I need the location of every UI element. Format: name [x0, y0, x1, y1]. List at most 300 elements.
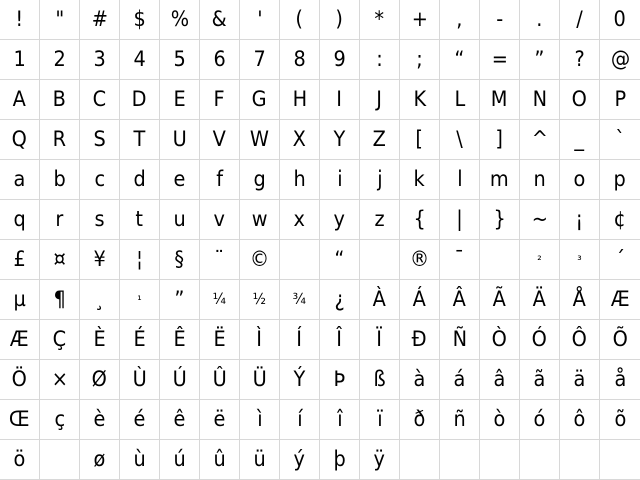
glyph-cell[interactable]: [160, 320, 200, 360]
glyph-cell[interactable]: [240, 160, 280, 200]
glyph-cell[interactable]: [0, 280, 40, 320]
glyph-cell[interactable]: [240, 200, 280, 240]
glyph-cell[interactable]: [320, 80, 360, 120]
glyph-cell[interactable]: [440, 400, 480, 440]
glyph-char: U: [172, 127, 187, 151]
glyph-cell[interactable]: [440, 440, 480, 480]
glyph-cell[interactable]: [360, 400, 400, 440]
glyph-char: ó: [533, 407, 546, 431]
glyph-char: W: [249, 127, 270, 151]
glyph-char: ¾: [292, 290, 307, 308]
glyph-cell[interactable]: [240, 80, 280, 120]
glyph-cell[interactable]: [480, 0, 520, 40]
glyph-char: ¹: [137, 292, 142, 307]
glyph-char: ð: [413, 407, 426, 431]
glyph-cell[interactable]: [440, 200, 480, 240]
glyph-cell[interactable]: [0, 240, 40, 280]
glyph-char: Å: [572, 287, 587, 311]
glyph-cell[interactable]: [280, 120, 320, 160]
glyph-cell[interactable]: [600, 400, 640, 440]
glyph-char: B: [52, 87, 67, 111]
glyph-char: n: [533, 167, 546, 191]
glyph-cell[interactable]: [80, 80, 120, 120]
glyph-char: :: [376, 47, 383, 71]
glyph-char: Ñ: [452, 327, 467, 351]
glyph-cell[interactable]: [240, 120, 280, 160]
glyph-char: {: [413, 207, 426, 231]
glyph-char: ®: [409, 247, 430, 271]
glyph-cell[interactable]: [120, 0, 160, 40]
glyph-cell[interactable]: [160, 40, 200, 80]
glyph-char: Â: [452, 287, 467, 311]
glyph-cell[interactable]: [600, 0, 640, 40]
glyph-cell[interactable]: [400, 440, 440, 480]
glyph-char: |: [456, 207, 463, 231]
glyph-cell[interactable]: [240, 240, 280, 280]
glyph-char: l: [456, 167, 463, 191]
glyph-cell[interactable]: [280, 160, 320, 200]
glyph-cell[interactable]: [0, 200, 40, 240]
glyph-cell[interactable]: [400, 400, 440, 440]
glyph-char: Ã: [492, 287, 507, 311]
glyph-cell[interactable]: [480, 240, 520, 280]
glyph-cell[interactable]: [200, 0, 240, 40]
glyph-cell[interactable]: [160, 80, 200, 120]
glyph-char: ã: [533, 367, 546, 391]
glyph-char: ï: [376, 407, 383, 431]
glyph-cell[interactable]: [400, 160, 440, 200]
glyph-char: ¶: [53, 287, 66, 311]
glyph-cell[interactable]: [600, 200, 640, 240]
glyph-char: Ü: [252, 367, 267, 391]
glyph-cell[interactable]: [320, 280, 360, 320]
glyph-cell[interactable]: [440, 0, 480, 40]
glyph-cell[interactable]: [200, 280, 240, 320]
glyph-char: ': [256, 7, 263, 31]
glyph-cell[interactable]: [480, 320, 520, 360]
glyph-char: ø: [93, 447, 106, 471]
glyph-cell[interactable]: [360, 440, 400, 480]
glyph-char: ”: [534, 47, 545, 71]
glyph-cell[interactable]: [400, 120, 440, 160]
glyph-char: ”: [174, 287, 185, 311]
glyph-cell[interactable]: [240, 320, 280, 360]
glyph-cell[interactable]: [600, 240, 640, 280]
glyph-char: à: [413, 367, 426, 391]
glyph-cell[interactable]: [120, 400, 160, 440]
glyph-char: Ä: [532, 287, 547, 311]
glyph-cell[interactable]: [400, 320, 440, 360]
glyph-cell[interactable]: [480, 80, 520, 120]
glyph-char: I: [336, 87, 343, 111]
glyph-char: P: [614, 87, 626, 111]
glyph-cell[interactable]: [0, 440, 40, 480]
glyph-cell[interactable]: [80, 360, 120, 400]
glyph-cell[interactable]: [200, 160, 240, 200]
glyph-char: r: [55, 207, 64, 231]
glyph-char: c: [94, 167, 105, 191]
glyph-cell[interactable]: [560, 40, 600, 80]
glyph-char: Ð: [412, 327, 427, 351]
glyph-char: x: [293, 207, 306, 231]
glyph-char: Ç: [52, 327, 67, 351]
glyph-cell[interactable]: [560, 0, 600, 40]
glyph-cell[interactable]: [40, 400, 80, 440]
glyph-cell[interactable]: [160, 400, 200, 440]
glyph-cell[interactable]: [160, 280, 200, 320]
glyph-cell[interactable]: [200, 360, 240, 400]
glyph-cell[interactable]: [160, 0, 200, 40]
glyph-cell[interactable]: [0, 80, 40, 120]
glyph-char: Ò: [491, 327, 508, 351]
glyph-cell[interactable]: [240, 0, 280, 40]
glyph-cell[interactable]: [360, 200, 400, 240]
glyph-char: ¤: [53, 247, 66, 271]
glyph-cell[interactable]: [560, 280, 600, 320]
glyph-cell[interactable]: [520, 160, 560, 200]
glyph-cell[interactable]: [160, 440, 200, 480]
glyph-cell[interactable]: [440, 320, 480, 360]
glyph-cell[interactable]: [160, 120, 200, 160]
glyph-char: õ: [614, 407, 626, 431]
glyph-char: Ó: [531, 327, 548, 351]
glyph-cell[interactable]: [0, 360, 40, 400]
glyph-cell[interactable]: [120, 40, 160, 80]
glyph-char: J: [376, 87, 383, 111]
glyph-cell[interactable]: [80, 320, 120, 360]
glyph-cell[interactable]: [480, 400, 520, 440]
glyph-char: Õ: [612, 327, 628, 351]
glyph-char: ": [55, 7, 64, 31]
glyph-char: g: [253, 167, 266, 191]
glyph-cell[interactable]: [280, 80, 320, 120]
glyph-cell[interactable]: [600, 160, 640, 200]
glyph-cell[interactable]: [240, 280, 280, 320]
glyph-char: 9: [333, 47, 346, 71]
glyph-cell[interactable]: [80, 0, 120, 40]
glyph-char: u: [173, 207, 186, 231]
glyph-cell[interactable]: [520, 80, 560, 120]
glyph-cell[interactable]: [80, 240, 120, 280]
glyph-char: ½: [252, 290, 267, 308]
glyph-char: ²: [537, 252, 542, 267]
glyph-cell[interactable]: [280, 400, 320, 440]
glyph-cell[interactable]: [0, 0, 40, 40]
glyph-cell[interactable]: [120, 120, 160, 160]
glyph-char: Ì: [256, 327, 263, 351]
glyph-char: (: [295, 7, 304, 31]
glyph-char: C: [92, 87, 107, 111]
glyph-cell[interactable]: [360, 120, 400, 160]
glyph-cell[interactable]: [280, 440, 320, 480]
glyph-char: =: [491, 47, 508, 71]
glyph-char: D: [132, 87, 147, 111]
glyph-char: Ô: [571, 327, 588, 351]
glyph-cell[interactable]: [400, 280, 440, 320]
glyph-cell[interactable]: [80, 400, 120, 440]
glyph-cell[interactable]: [320, 400, 360, 440]
glyph-cell[interactable]: [40, 440, 80, 480]
glyph-char: ]: [495, 127, 504, 151]
glyph-cell[interactable]: [520, 0, 560, 40]
glyph-cell[interactable]: [120, 320, 160, 360]
glyph-char: Ú: [172, 367, 187, 391]
glyph-char: “: [454, 47, 465, 71]
glyph-char: O: [571, 87, 588, 111]
glyph-char: ¢: [613, 207, 627, 231]
glyph-cell[interactable]: [560, 400, 600, 440]
glyph-cell[interactable]: [480, 440, 520, 480]
glyph-cell[interactable]: [600, 440, 640, 480]
glyph-cell[interactable]: [520, 280, 560, 320]
glyph-char: ù: [133, 447, 146, 471]
glyph-cell[interactable]: [360, 0, 400, 40]
glyph-char: ô: [573, 407, 586, 431]
glyph-char: ¥: [93, 247, 106, 271]
glyph-cell[interactable]: [240, 400, 280, 440]
glyph-cell[interactable]: [520, 440, 560, 480]
glyph-cell[interactable]: [320, 120, 360, 160]
glyph-cell[interactable]: [560, 440, 600, 480]
glyph-cell[interactable]: [400, 80, 440, 120]
glyph-cell[interactable]: [40, 280, 80, 320]
glyph-cell[interactable]: [560, 200, 600, 240]
glyph-cell[interactable]: [360, 360, 400, 400]
glyph-cell[interactable]: [520, 360, 560, 400]
glyph-char: -: [496, 7, 503, 31]
glyph-cell[interactable]: [80, 200, 120, 240]
glyph-cell[interactable]: [600, 320, 640, 360]
glyph-cell[interactable]: [0, 40, 40, 80]
glyph-char: 0: [613, 7, 627, 31]
glyph-char: ¯: [454, 247, 465, 271]
glyph-char: ß: [373, 367, 386, 391]
glyph-char: Ë: [213, 327, 226, 351]
glyph-cell[interactable]: [280, 360, 320, 400]
glyph-cell[interactable]: [320, 240, 360, 280]
glyph-cell[interactable]: [600, 280, 640, 320]
glyph-cell[interactable]: [0, 400, 40, 440]
glyph-cell[interactable]: [120, 240, 160, 280]
glyph-cell[interactable]: [280, 200, 320, 240]
glyph-char: ý: [293, 447, 306, 471]
glyph-cell[interactable]: [160, 360, 200, 400]
glyph-cell[interactable]: [360, 240, 400, 280]
glyph-cell[interactable]: [560, 80, 600, 120]
glyph-cell[interactable]: [520, 40, 560, 80]
glyph-cell[interactable]: [520, 240, 560, 280]
glyph-cell[interactable]: [360, 280, 400, 320]
glyph-cell[interactable]: [440, 40, 480, 80]
glyph-cell[interactable]: [40, 200, 80, 240]
glyph-cell[interactable]: [40, 40, 80, 80]
glyph-char: î: [336, 407, 343, 431]
glyph-cell[interactable]: [560, 360, 600, 400]
glyph-cell[interactable]: [200, 40, 240, 80]
glyph-char: ): [335, 7, 344, 31]
glyph-char: Í: [296, 327, 303, 351]
glyph-char: í: [296, 407, 303, 431]
glyph-cell[interactable]: [320, 360, 360, 400]
glyph-char: q: [13, 207, 26, 231]
glyph-cell[interactable]: [360, 160, 400, 200]
glyph-cell[interactable]: [280, 240, 320, 280]
glyph-cell[interactable]: [480, 360, 520, 400]
glyph-cell[interactable]: [560, 160, 600, 200]
glyph-cell[interactable]: [400, 240, 440, 280]
glyph-cell[interactable]: [240, 360, 280, 400]
glyph-char: F: [213, 87, 226, 111]
glyph-cell[interactable]: [120, 280, 160, 320]
glyph-cell[interactable]: [80, 40, 120, 80]
glyph-cell[interactable]: [320, 320, 360, 360]
glyph-char: â: [493, 367, 506, 391]
glyph-char: %: [170, 7, 189, 31]
glyph-cell[interactable]: [440, 280, 480, 320]
glyph-char: ö: [13, 447, 26, 471]
glyph-cell[interactable]: [440, 80, 480, 120]
glyph-char: Û: [212, 367, 227, 391]
glyph-cell[interactable]: [40, 160, 80, 200]
glyph-char: ò: [493, 407, 506, 431]
glyph-char: Œ: [9, 407, 30, 431]
glyph-cell[interactable]: [400, 360, 440, 400]
glyph-char: V: [212, 127, 227, 151]
glyph-cell[interactable]: [560, 120, 600, 160]
glyph-cell[interactable]: [280, 280, 320, 320]
glyph-cell[interactable]: [200, 400, 240, 440]
glyph-cell[interactable]: [480, 160, 520, 200]
glyph-char: $: [133, 7, 146, 31]
glyph-cell[interactable]: [360, 80, 400, 120]
glyph-char: @: [610, 47, 630, 71]
glyph-cell[interactable]: [40, 120, 80, 160]
glyph-char: Y: [333, 127, 346, 151]
glyph-char: L: [454, 87, 465, 111]
glyph-cell[interactable]: [200, 440, 240, 480]
glyph-cell[interactable]: [320, 40, 360, 80]
glyph-char: z: [374, 207, 385, 231]
glyph-cell[interactable]: [200, 120, 240, 160]
glyph-cell[interactable]: [120, 360, 160, 400]
glyph-cell[interactable]: [240, 440, 280, 480]
glyph-cell[interactable]: [200, 320, 240, 360]
glyph-cell[interactable]: [200, 200, 240, 240]
glyph-cell[interactable]: [120, 200, 160, 240]
glyph-cell[interactable]: [120, 160, 160, 200]
glyph-char: /: [576, 7, 583, 31]
glyph-cell[interactable]: [80, 440, 120, 480]
glyph-cell[interactable]: [320, 160, 360, 200]
glyph-char: a: [13, 167, 26, 191]
glyph-cell[interactable]: [80, 160, 120, 200]
glyph-cell[interactable]: [360, 40, 400, 80]
glyph-cell[interactable]: [280, 40, 320, 80]
glyph-cell[interactable]: [0, 160, 40, 200]
glyph-char: H: [292, 87, 307, 111]
glyph-cell[interactable]: [360, 320, 400, 360]
glyph-char: T: [133, 127, 146, 151]
glyph-cell[interactable]: [200, 80, 240, 120]
glyph-char: \: [456, 127, 463, 151]
glyph-char: á: [453, 367, 466, 391]
glyph-char: i: [336, 167, 343, 191]
glyph-char: j: [376, 167, 383, 191]
glyph-cell[interactable]: [600, 120, 640, 160]
glyph-char: Î: [336, 327, 343, 351]
glyph-cell[interactable]: [560, 240, 600, 280]
glyph-cell[interactable]: [40, 320, 80, 360]
glyph-cell[interactable]: [600, 40, 640, 80]
glyph-cell[interactable]: [280, 0, 320, 40]
glyph-char: ~: [531, 207, 548, 231]
glyph-cell[interactable]: [400, 0, 440, 40]
glyph-cell[interactable]: [40, 0, 80, 40]
glyph-cell[interactable]: [320, 440, 360, 480]
glyph-char: Z: [372, 127, 387, 151]
glyph-cell[interactable]: [480, 120, 520, 160]
glyph-cell[interactable]: [400, 200, 440, 240]
glyph-cell[interactable]: [240, 40, 280, 80]
glyph-char: µ: [13, 287, 26, 311]
glyph-cell[interactable]: [280, 320, 320, 360]
glyph-char: S: [93, 127, 106, 151]
glyph-char: ^: [531, 127, 548, 151]
glyph-cell[interactable]: [120, 440, 160, 480]
glyph-char: É: [133, 327, 146, 351]
glyph-cell[interactable]: [80, 120, 120, 160]
glyph-char: Ê: [173, 327, 186, 351]
glyph-char: t: [135, 207, 144, 231]
glyph-cell[interactable]: [440, 360, 480, 400]
glyph-cell[interactable]: [40, 240, 80, 280]
glyph-cell[interactable]: [0, 120, 40, 160]
glyph-cell[interactable]: [160, 160, 200, 200]
glyph-cell[interactable]: [80, 280, 120, 320]
glyph-cell[interactable]: [480, 280, 520, 320]
glyph-cell[interactable]: [160, 200, 200, 240]
glyph-cell[interactable]: [120, 80, 160, 120]
glyph-cell[interactable]: [40, 360, 80, 400]
glyph-cell[interactable]: [200, 240, 240, 280]
glyph-cell[interactable]: [520, 120, 560, 160]
glyph-cell[interactable]: [520, 320, 560, 360]
glyph-cell[interactable]: [0, 320, 40, 360]
glyph-char: Ý: [293, 367, 306, 391]
glyph-cell[interactable]: [600, 80, 640, 120]
glyph-cell[interactable]: [320, 200, 360, 240]
glyph-cell[interactable]: [440, 240, 480, 280]
glyph-char: b: [53, 167, 66, 191]
glyph-cell[interactable]: [480, 40, 520, 80]
glyph-cell[interactable]: [320, 0, 360, 40]
glyph-cell[interactable]: [520, 200, 560, 240]
glyph-char: Æ: [610, 287, 630, 311]
glyph-cell[interactable]: [560, 320, 600, 360]
glyph-cell[interactable]: [520, 400, 560, 440]
glyph-cell[interactable]: [480, 200, 520, 240]
glyph-char: v: [213, 207, 226, 231]
glyph-cell[interactable]: [600, 360, 640, 400]
glyph-cell[interactable]: [40, 80, 80, 120]
glyph-char: À: [372, 287, 387, 311]
glyph-cell[interactable]: [440, 120, 480, 160]
glyph-cell[interactable]: [160, 240, 200, 280]
glyph-char: }: [493, 207, 506, 231]
glyph-cell[interactable]: [440, 160, 480, 200]
glyph-char: ´: [615, 247, 625, 271]
glyph-cell[interactable]: [400, 40, 440, 80]
